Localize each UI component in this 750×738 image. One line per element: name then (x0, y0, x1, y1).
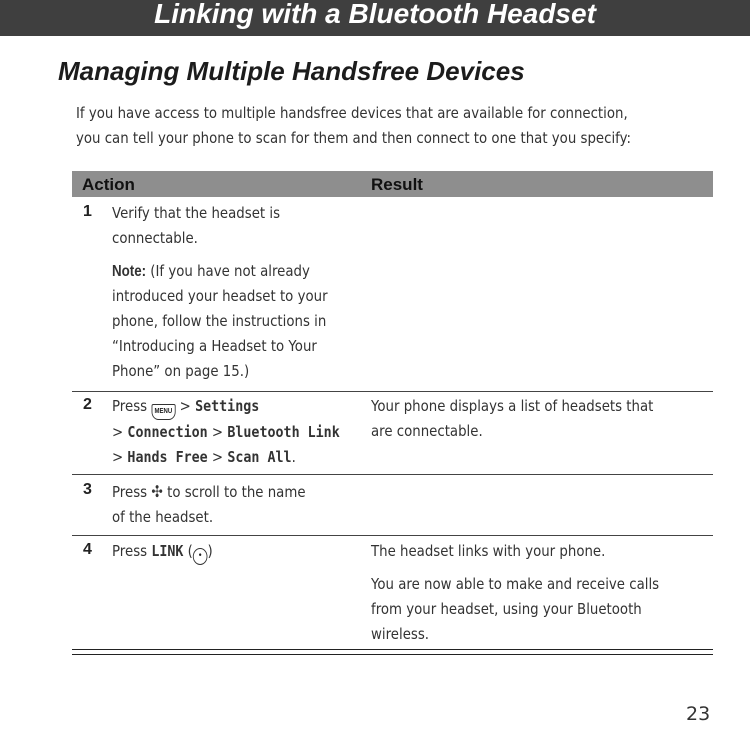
header-bar (0, 0, 750, 36)
action-line (112, 539, 213, 565)
action-line: connectable. (112, 229, 198, 247)
note-text: (If you have not already (146, 262, 310, 280)
action-line (112, 479, 306, 505)
table-header (72, 171, 713, 197)
table-bottom-rule (72, 654, 713, 655)
action-line: of the headset. (112, 508, 214, 526)
separator: > (112, 423, 124, 441)
note-line: Phone” on page 15.) (112, 362, 250, 380)
separator: > (179, 397, 191, 415)
open-paren: ( (187, 542, 193, 560)
step-number: 2 (83, 396, 92, 413)
step-2-action (112, 394, 340, 470)
menu-connection: Connection (127, 423, 208, 441)
menu-settings: Settings (195, 397, 260, 415)
section-title: Managing Multiple Handsfree Devices (58, 56, 525, 86)
note-line: introduced your headset to your (112, 287, 328, 305)
action-line (112, 445, 340, 470)
note-line (112, 259, 328, 284)
press-word: Press (112, 542, 148, 560)
chapter-title: Linking with a Bluetooth Headset (154, 0, 596, 29)
page-number: 23 (686, 703, 711, 725)
press-word: Press (112, 483, 148, 501)
action-line: Verify that the headset is (112, 204, 281, 222)
step-3-action (112, 479, 306, 530)
separator: > (112, 448, 124, 466)
step-number: 1 (83, 203, 92, 220)
column-header-result: Result (371, 175, 423, 194)
menu-hands-free: Hands Free (127, 448, 208, 466)
row-divider (72, 474, 713, 475)
column-header-action: Action (82, 175, 135, 194)
table-bottom-rule (72, 649, 713, 650)
nav-key-icon: ✣ (151, 482, 163, 501)
press-word: Press (112, 397, 148, 415)
step-2-result (371, 394, 653, 444)
close-paren: ) (207, 542, 213, 560)
separator: > (211, 448, 224, 466)
result-line: You are now able to make and receive calls (371, 575, 660, 593)
note-line: phone, follow the instructions in (112, 312, 327, 330)
link-softkey-label: LINK (151, 542, 184, 560)
intro-line: you can tell your phone to scan for them and then connect to one that you specify: (76, 129, 632, 147)
row-divider (72, 535, 713, 536)
result-line: are connectable. (371, 422, 483, 440)
menu-bluetooth-link: Bluetooth Link (227, 423, 340, 441)
step-number: 4 (83, 541, 92, 558)
step-4-action (112, 539, 213, 565)
step-number: 3 (83, 481, 92, 498)
result-line: wireless. (371, 625, 430, 643)
action-line (112, 394, 340, 420)
menu-scan-all: Scan All (227, 448, 292, 466)
intro-paragraph (76, 101, 632, 151)
result-line: from your headset, using your Bluetooth (371, 600, 642, 618)
note-label: Note: (112, 263, 147, 280)
separator: > (211, 423, 224, 441)
step-1-action (112, 201, 328, 384)
result-line: Your phone displays a list of headsets that (371, 397, 654, 415)
step-4-result (371, 539, 659, 647)
intro-line: If you have access to multiple handsfree devices that are available for connection, (76, 104, 628, 122)
period: . (291, 448, 296, 466)
action-line (112, 420, 340, 445)
result-line: The headset links with your phone. (371, 542, 606, 560)
soft-key-icon: • (193, 548, 208, 565)
row-divider (72, 391, 713, 392)
note-line: “Introducing a Headset to Your (112, 337, 317, 355)
menu-key-icon: MENU (151, 404, 175, 420)
action-text: to scroll to the name (167, 483, 306, 501)
